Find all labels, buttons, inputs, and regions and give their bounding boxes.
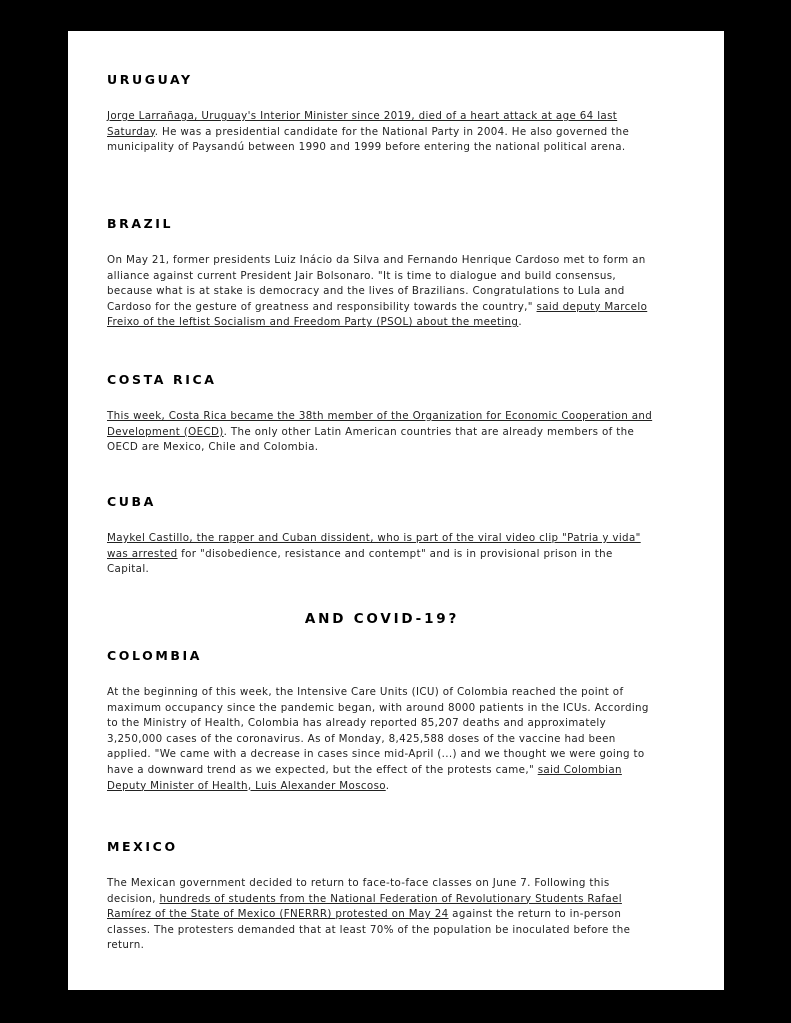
text-costa-rica: . The only other Latin American countries that are already members of the OECD are Mexico, Chile and Colombia.	[107, 425, 635, 454]
link-costa-rica-oecd[interactable]: This week, Costa Rica became the 38th member of the Organization for Economic Cooperation and Development (OECD)	[107, 410, 653, 438]
text-mexico: The Mexican government decided to return to face-to-face classes on June 7. Following this decision,	[107, 877, 610, 905]
paragraph-uruguay	[107, 109, 657, 156]
paragraph-mexico	[107, 876, 657, 954]
link-uruguay-larranaga[interactable]: Jorge Larrañaga, Uruguay's Interior Minister since 2019, died of a heart attack at age 64 last Saturday	[107, 110, 618, 138]
text-uruguay: . He was a presidential candidate for the National Party in 2004. He also governed the municipality of Paysandú between 1990 and 1999 before entering the national political arena.	[107, 125, 630, 154]
text-colombia: At the beginning of this week, the Intensive Care Units (ICU) of Colombia reached the point of maximum occupancy since the pandemic began, with around 8000 patients in the ICUs. According to the Ministry of Health, Colombia has already reported 85,207 deaths and approximately 3,250,000 cases of the coronavirus. As of Monday, 8,425,588 doses of the vaccine had been applied. "We came with a decrease in cases since mid-April (...) and we thought we were going to have a downward trend as we expected, but the effect of the protests came,"	[107, 686, 649, 776]
paragraph-brazil	[107, 253, 657, 331]
text-brazil: On May 21, former presidents Luiz Inácio da Silva and Fernando Henrique Cardoso met to form an alliance against current President Jair Bolsonaro. "It is time to dialogue and build consensus, because what is at stake is democracy and the lives of Brazilians. Congratulations to Lula and Cardoso for the gesture of greatness and responsibility towards the country,"	[107, 254, 646, 313]
link-brazil-freixo[interactable]: said deputy Marcelo Freixo of the leftist Socialism and Freedom Party (PSOL) about the meeting	[107, 300, 648, 329]
paragraph-cuba	[107, 531, 657, 578]
heading-colombia: COLOMBIA	[107, 648, 203, 663]
link-cuba-castillo[interactable]: Maykel Castillo, the rapper and Cuban dissident, who is part of the viral video clip "Patria y vida" was arrested	[107, 532, 641, 560]
text-brazil-tail: .	[518, 316, 522, 329]
paragraph-costa-rica	[107, 409, 657, 456]
text-mexico-tail: against the return to in-person classes. The protesters demanded that at least 70% of the population be inoculated before the return.	[107, 908, 631, 952]
text-colombia-tail: .	[385, 779, 390, 792]
link-colombia-moscoso[interactable]: said Colombian Deputy Minister of Health, Luis Alexander Moscoso	[107, 763, 622, 792]
heading-costa-rica: COSTA RICA	[107, 372, 217, 387]
heading-brazil: BRAZIL	[107, 216, 174, 231]
paragraph-colombia	[107, 685, 657, 794]
heading-cuba: CUBA	[107, 494, 156, 509]
document-page	[68, 31, 724, 990]
text-cuba: for "disobedience, resistance and contempt" and is in provisional prison in the Capital.	[107, 547, 613, 576]
heading-covid: AND COVID-19?	[304, 611, 460, 627]
link-mexico-fnerrr[interactable]: hundreds of students from the National Federation of Revolutionary Students Rafael Ramírez of the State of Mexico (FNERRR) protested on May 24	[107, 892, 622, 921]
heading-uruguay: URUGUAY	[107, 72, 193, 87]
heading-mexico: MEXICO	[107, 839, 178, 854]
